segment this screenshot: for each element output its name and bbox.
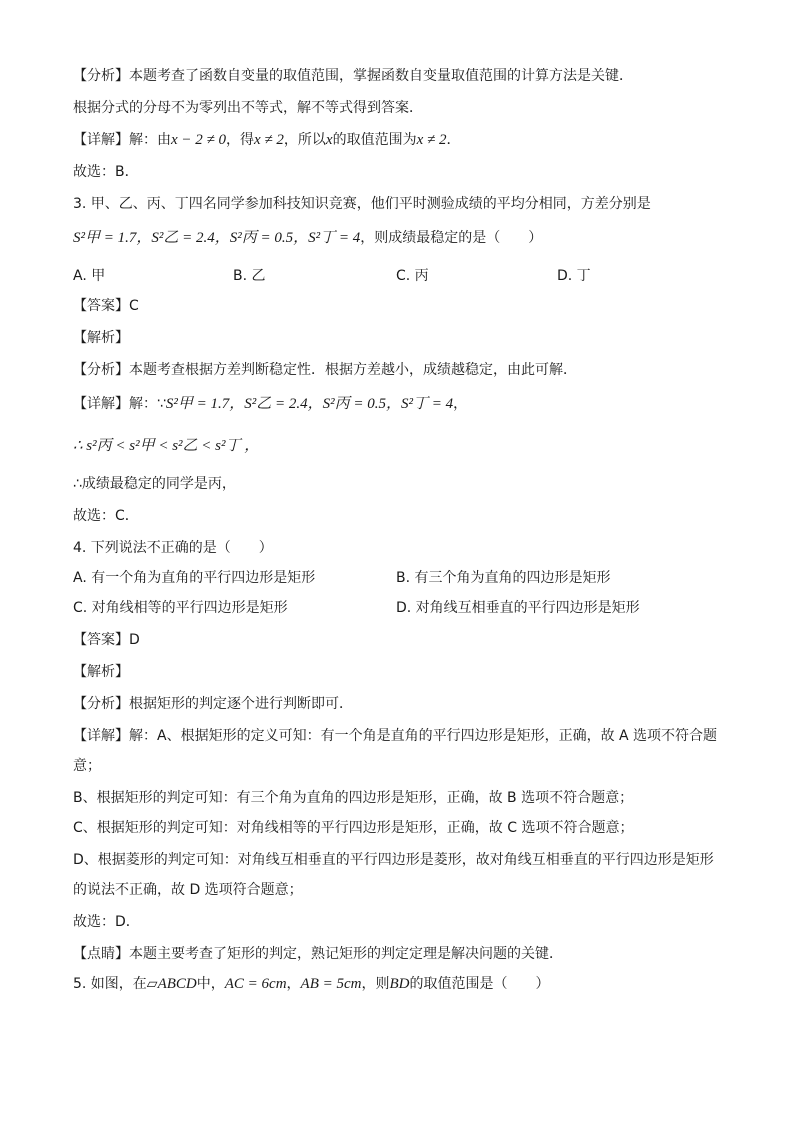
math-expression: ∴ s²丙 < s²甲 < s²乙 < s²丁 ， [73,438,260,454]
question-4-stem: 4. 下列说法不正确的是（ ） [73,540,273,556]
q4-detail-a-cont: 意； [73,758,101,774]
math-expression: ABCD [157,976,197,992]
q4-jiexi: 【解析】 [73,664,129,680]
math-expression: x ≠ 2 [416,132,447,148]
text-fragment: 的取值范围是（ ） [409,976,550,992]
q3-option-d: D. 丁 [557,268,591,284]
detail-line-q2 [73,130,460,150]
q4-option-a: A. 有一个角为直角的平行四边形是矩形 [73,570,316,586]
math-expression: x ≠ 2 [254,132,284,148]
math-expression: AC = 6cm [224,976,287,992]
text-fragment: 中， [196,976,225,992]
text-fragment: ，则成绩最稳定的是（ ） [360,230,543,246]
question-5-stem [73,974,549,994]
q4-detail-a: 【详解】解：A、根据矩形的定义可知：有一个角是直角的平行四边形是矩形，正确，故 A 选项不符合题 [73,728,718,744]
q4-choose: 故选：D． [73,914,140,930]
choose-line-q2: 故选：B． [73,164,139,180]
q3-choose: 故选：C． [73,508,139,524]
q3-option-b: B. 乙 [233,268,266,284]
q3-option-a: A. 甲 [73,268,106,284]
q4-answer: 【答案】D [73,632,140,648]
text-fragment: ． [446,132,461,148]
q4-option-d: D. 对角线互相垂直的平行四边形是矩形 [396,600,640,616]
q4-option-b: B. 有三个角为直角的四边形是矩形 [396,570,611,586]
q4-analysis: 【分析】根据矩形的判定逐个进行判断即可． [73,696,353,712]
math-expression: x − 2 ≠ 0 [171,132,227,148]
q4-detail-b: B、根据矩形的判定可知：有三个角为直角的四边形是矩形，正确，故 B 选项不符合题意； [73,790,634,806]
text-fragment: ， [453,396,468,412]
detail-prefix: 【详解】解：∵ [73,396,166,412]
math-expression: BD [389,976,410,992]
analysis-line-q2-cont: 根据分式的分母不为零列出不等式，解不等式得到答案． [73,100,423,116]
q3-analysis: 【分析】本题考查根据方差判断稳定性．根据方差越小，成绩越稳定，由此可解． [73,362,577,378]
question-3-stem: 3. 甲、乙、丙、丁四名同学参加科技知识竞赛，他们平时测验成绩的平均分相同，方差分别是 [73,196,651,212]
q4-option-c: C. 对角线相等的平行四边形是矩形 [73,600,288,616]
analysis-line-q2: 【分析】本题考查了函数自变量的取值范围，掌握函数自变量取值范围的计算方法是关键． [73,68,633,84]
text-fragment: ， [286,976,301,992]
q3-answer: 【答案】C [73,298,139,314]
q4-detail-c: C、根据矩形的判定可知：对角线相等的平行四边形是矩形，正确，故 C 选项不符合题意； [73,820,634,836]
math-expression: AB = 5cm [300,976,362,992]
q3-detail [73,394,467,414]
q3-therefore-inequality [73,436,259,456]
q3-therefore-conclusion: ∴成绩最稳定的同学是丙， [73,476,236,492]
q3-jiexi: 【解析】 [73,330,129,346]
question-3-variances [73,228,542,248]
text-fragment: 的取值范围为 [332,132,417,148]
math-variable: x [325,132,333,148]
text-fragment: ，得 [226,132,255,148]
math-expression: S²甲 = 1.7，S²乙 = 2.4，S²丙 = 0.5，S²丁 = 4 [73,230,361,246]
q4-detail-d: D、根据菱形的判定可知：对角线互相垂直的平行四边形是菱形，故对角线互相垂直的平行四边形是矩形 [73,852,714,868]
text-fragment: ，则 [361,976,390,992]
detail-prefix: 【详解】解：由 [73,132,171,148]
q4-comment: 【点睛】本题主要考查了矩形的判定，熟记矩形的判定定理是解决问题的关键． [73,946,563,962]
q3-option-c: C. 丙 [396,268,429,284]
text-fragment: 5. 如图，在▱ [73,976,158,992]
text-fragment: ，所以 [283,132,326,148]
q4-detail-d-cont: 的说法不正确，故 D 选项符合题意； [73,882,303,898]
math-expression: S²甲 = 1.7，S²乙 = 2.4，S²丙 = 0.5，S²丁 = 4 [165,396,454,412]
